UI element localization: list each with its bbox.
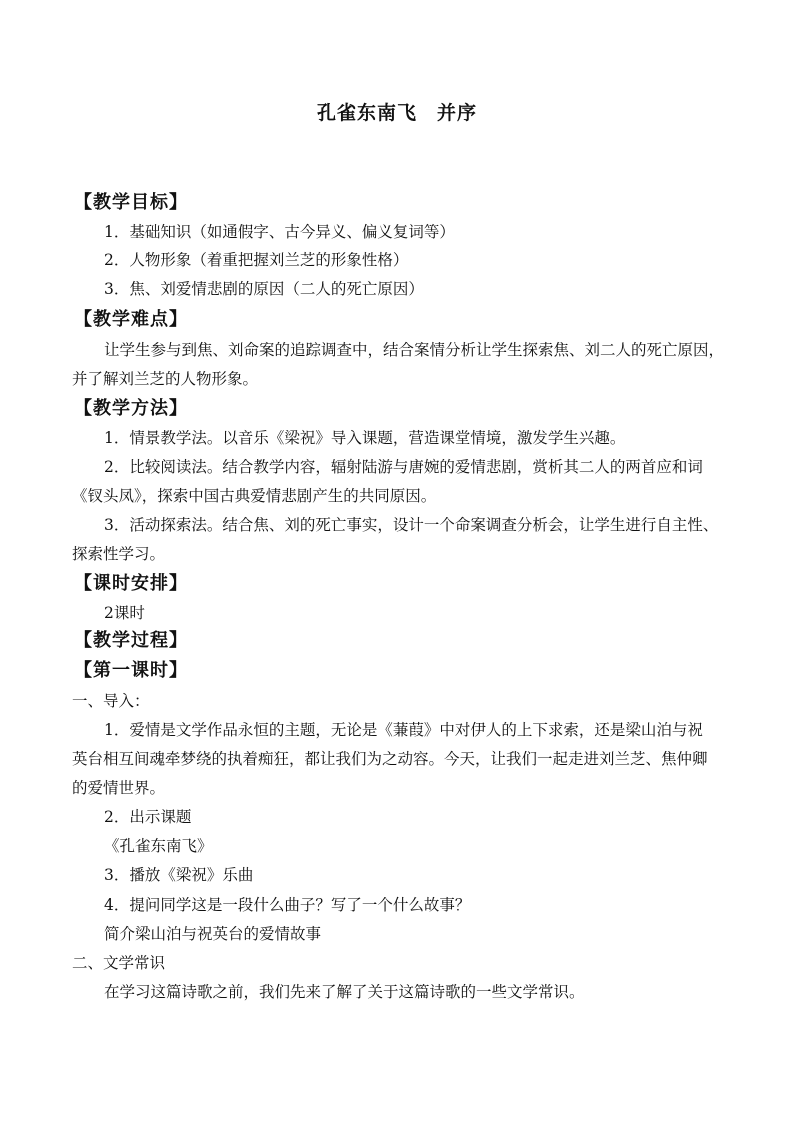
part1-line-7: 4．提问同学这是一段什么曲子？写了一个什么故事？: [104, 896, 471, 914]
heading-teaching-process: 【教学过程】: [74, 630, 188, 651]
part1-title: 一、导入：: [72, 692, 150, 710]
heading-teaching-methods: 【教学方法】: [74, 398, 188, 419]
heading-class-schedule: 【课时安排】: [74, 573, 188, 594]
goal-item-3: 3．焦、刘爱情悲剧的原因（二人的死亡原因）: [104, 280, 424, 298]
difficulty-line-1: 让学生参与到焦、刘命案的追踪调查中，结合案情分析让学生探索焦、刘二人的死亡原因，: [104, 341, 725, 359]
schedule-text: 2课时: [104, 604, 145, 622]
part2-line-1: 在学习这篇诗歌之前，我们先来了解了关于这篇诗歌的一些文学常识。: [104, 983, 585, 1001]
part1-line-8: 简介梁山泊与祝英台的爱情故事: [104, 925, 322, 943]
method-line-2: 2．比较阅读法。结合教学内容，辐射陆游与唐婉的爱情悲剧，赏析其二人的两首应和词: [104, 458, 703, 476]
document-title: 孔雀东南飞 并序: [316, 102, 477, 124]
part1-line-1: 1．爱情是文学作品永恒的主题，无论是《蒹葭》中对伊人的上下求索，还是梁山泊与祝: [104, 721, 703, 739]
part1-line-6: 3．播放《梁祝》乐曲: [104, 866, 254, 884]
difficulty-line-2: 并了解刘兰芝的人物形象。: [72, 370, 259, 388]
part1-line-3: 的爱情世界。: [72, 779, 166, 797]
heading-first-lesson: 【第一课时】: [74, 660, 188, 681]
part2-title: 二、文学常识: [72, 954, 166, 972]
goal-item-2: 2．人物形象（着重把握刘兰芝的形象性格）: [104, 251, 409, 269]
method-line-3: 《钗头凤》，探索中国古典爱情悲剧产生的共同原因。: [72, 487, 437, 505]
method-line-1: 1．情景教学法。以音乐《梁祝》导入课题，营造课堂情境，激发学生兴趣。: [104, 429, 626, 447]
heading-teaching-difficulty: 【教学难点】: [74, 309, 188, 330]
goal-item-1: 1．基础知识（如通假字、古今异义、偏义复词等）: [104, 223, 455, 241]
method-line-5: 探索性学习。: [72, 545, 166, 563]
method-line-4: 3．活动探索法。结合焦、刘的死亡事实，设计一个命案调查分析会，让学生进行自主性、: [104, 516, 719, 534]
part1-line-2: 英台相互间魂牵梦绕的执着痴狂，都让我们为之动容。今天，让我们一起走进刘兰芝、焦仲卿: [72, 750, 708, 768]
heading-teaching-goals: 【教学目标】: [74, 192, 188, 213]
part1-line-4: 2．出示课题: [104, 808, 192, 826]
part1-line-5: 《孔雀东南飞》: [104, 837, 213, 855]
